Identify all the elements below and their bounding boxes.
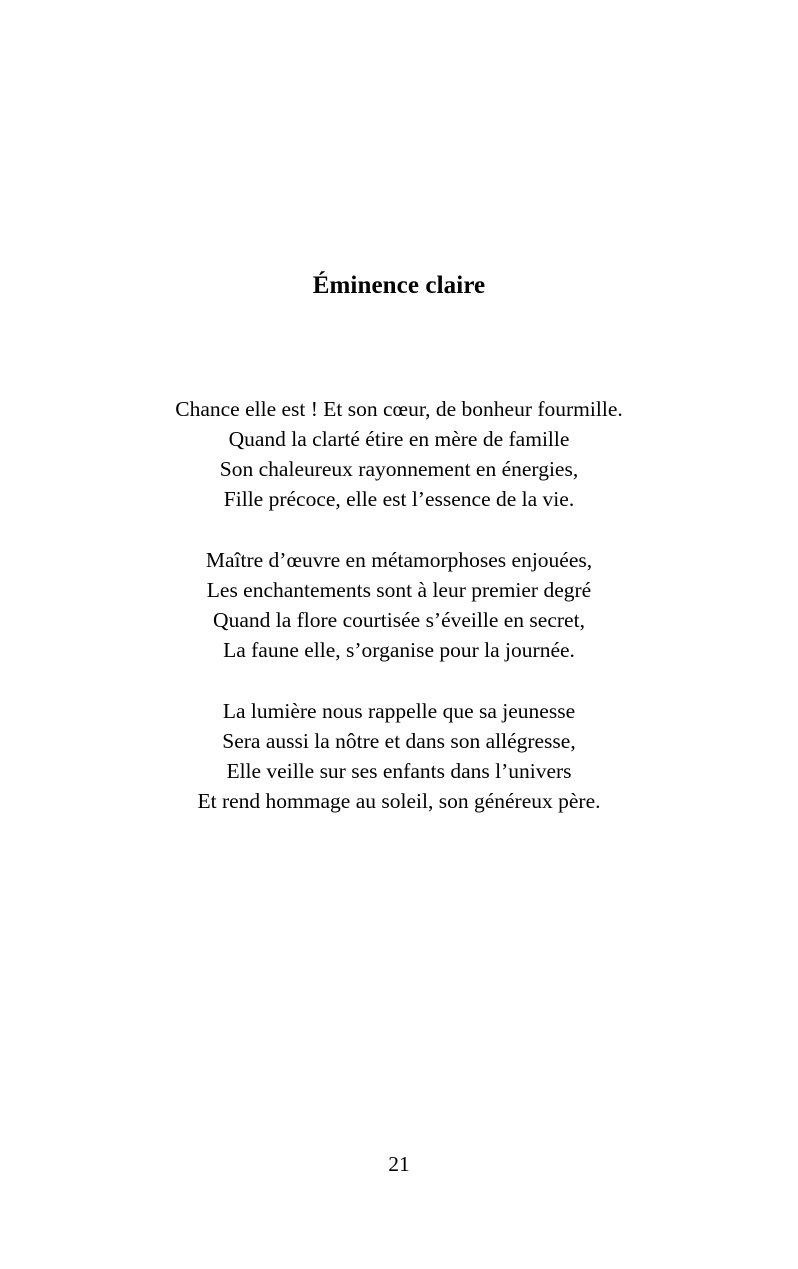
verse-line: Quand la clarté étire en mère de famille — [228, 427, 570, 451]
stanza-3 — [0, 696, 798, 816]
page-number: 21 — [388, 1152, 410, 1176]
stanza-1 — [0, 394, 798, 514]
verse-line: La lumière nous rappelle que sa jeunesse — [222, 699, 576, 723]
verse-line: Maître d’œuvre en métamorphoses enjouées, — [205, 548, 593, 572]
verse-line: Son chaleureux rayonnement en énergies, — [219, 457, 579, 481]
verse-line: La faune elle, s’organise pour la journée. — [223, 638, 575, 662]
verse-line: Chance elle est ! Et son cœur, de bonheur fourmille. — [175, 397, 623, 421]
verse-line: Elle veille sur ses enfants dans l’univers — [226, 759, 572, 783]
verse-line: Quand la flore courtisée s’éveille en secret, — [213, 608, 585, 632]
verse-line: Sera aussi la nôtre et dans son allégresse, — [222, 729, 576, 753]
verse-line: Et rend hommage au soleil, son généreux père. — [197, 789, 601, 813]
poem-title: Éminence claire — [312, 272, 486, 299]
verse-line: Fille précoce, elle est l’essence de la vie. — [223, 487, 575, 511]
verse-line: Les enchantements sont à leur premier degré — [206, 578, 592, 602]
poem-body — [0, 394, 798, 847]
stanza-2 — [0, 545, 798, 665]
